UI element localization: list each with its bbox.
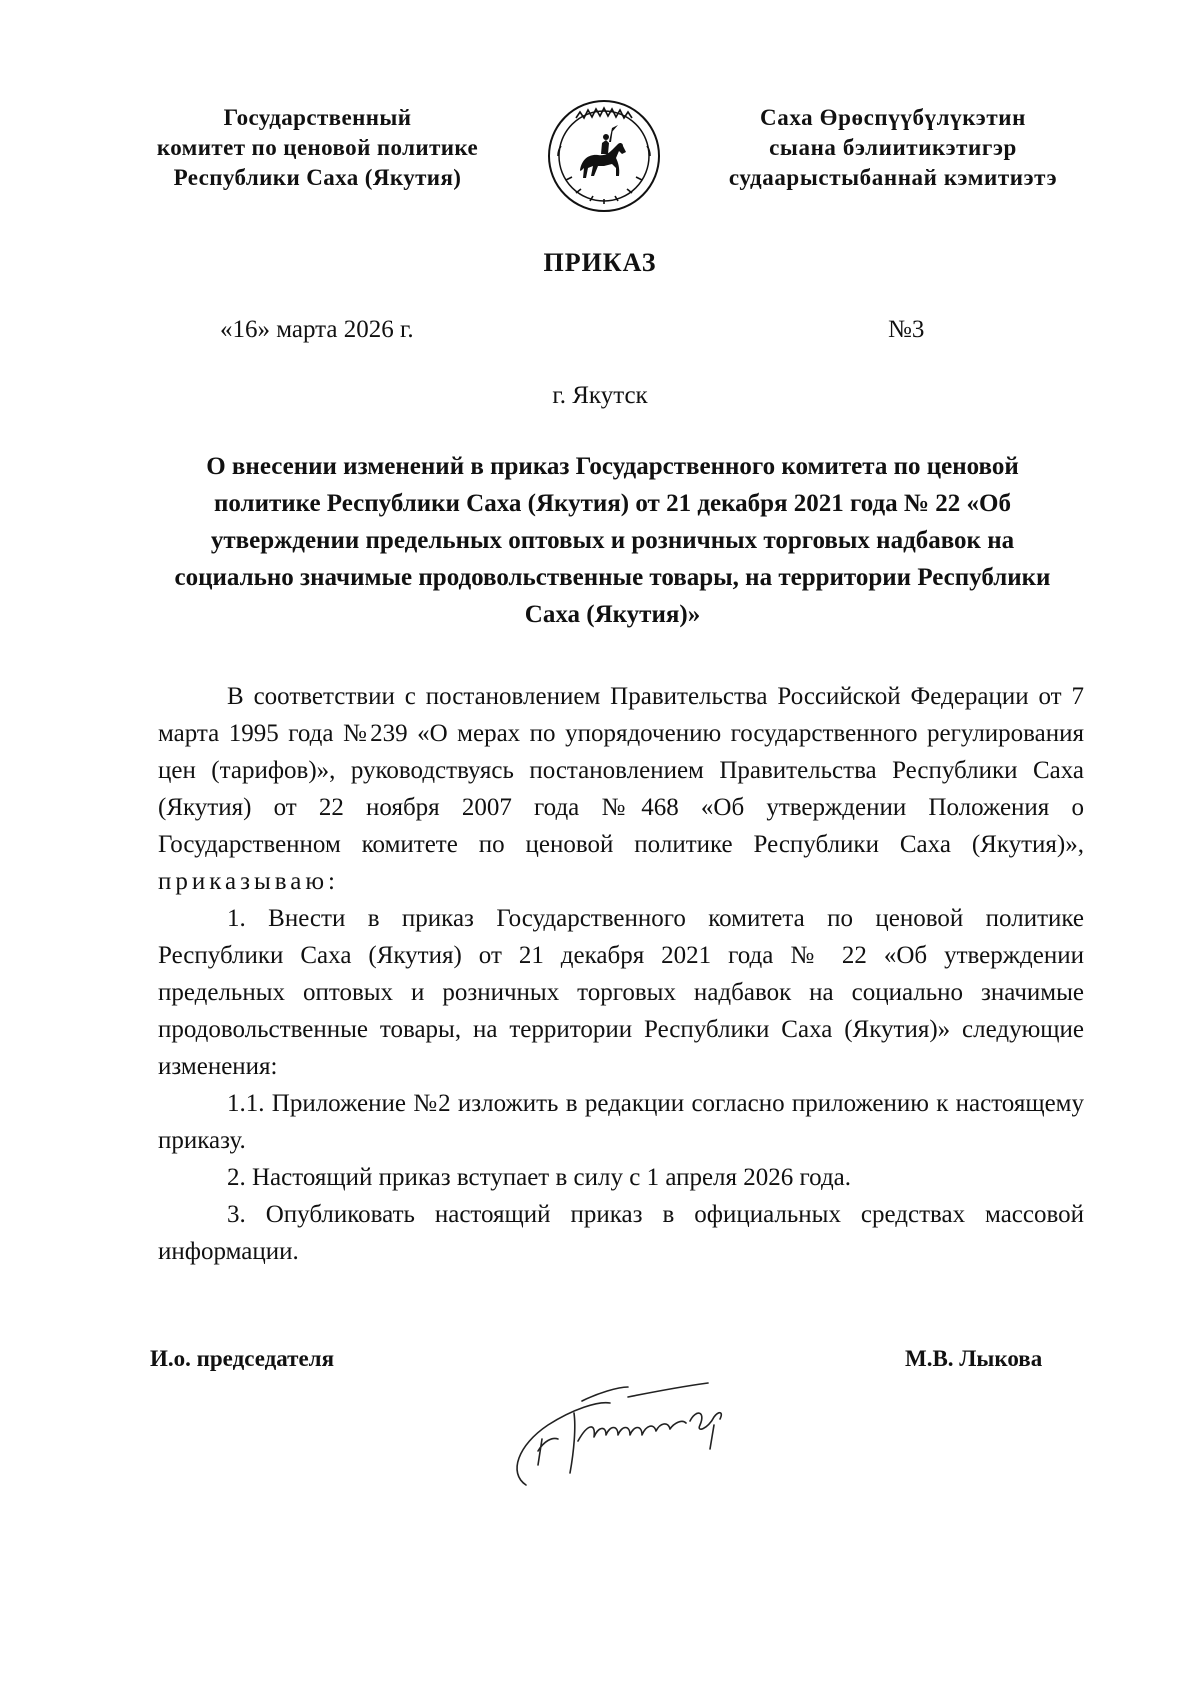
document-title: ПРИКАЗ <box>543 248 657 277</box>
order-item-2: 2. Настоящий приказ вступает в силу с 1 апреля 2026 года. <box>227 1164 852 1191</box>
document-subject: О внесении изменений в приказ Государственного комитета по ценовой политике Республики Саха (Якутия) от 21 декабря 2021 года № 22 «Об утверждении предельных оптовых и розничных торговых надбавок на социально значимые продовольственные товары, на территории Республики Саха (Якутия)» <box>174 453 1051 628</box>
issuer-name-russian <box>135 103 500 193</box>
order-word: приказываю: <box>158 868 339 895</box>
document-number: №3 <box>888 316 925 343</box>
issuer-line: сыана бэлиитикэтигэр <box>769 135 1017 160</box>
issuer-line: Саха Өрөспүүбүлүкэтин <box>760 105 1026 130</box>
preamble-text: В соответствии с постановлением Правительства Российской Федерации от 7 марта 1995 года №239 «О мерах по упорядочению государственного регулирования цен (тарифов)», руководствуясь постановлением Правительства Республики Саха (Якутия) от 22 ноября 2007 года №468 «Об утверждении Положения о Государственном комитете по ценовой политике Республики Саха (Якутия)», <box>158 683 1084 858</box>
issuer-name-sakha <box>703 103 1083 193</box>
order-item-1-1: 1.1. Приложение №2 изложить в редакции согласно приложению к настоящему приказу. <box>158 1090 1084 1154</box>
issuer-line: Республики Саха (Якутия) <box>173 165 462 190</box>
sakha-coat-of-arms-icon <box>546 98 662 214</box>
signatory-name: М.В. Лыкова <box>905 1346 1043 1371</box>
document-date: «16» марта 2026 г. <box>220 316 414 343</box>
signatory-position: И.о. председателя <box>150 1346 335 1371</box>
order-item-3: 3. Опубликовать настоящий приказ в официальных средствах массовой информации. <box>158 1201 1084 1265</box>
handwritten-signature-icon <box>478 1353 778 1503</box>
preamble-paragraph <box>158 678 1084 900</box>
order-item-1: 1. Внести в приказ Государственного комитета по ценовой политике Республики Саха (Якутия) от 21 декабря 2021 года № 22 «Об утверждении предельных оптовых и розничных торговых надбавок на социально значимые продовольственные товары, на территории Республики Саха (Якутия)» следующие изменения: <box>158 905 1084 1080</box>
document-body <box>158 678 1084 1270</box>
issuer-line: Государственный <box>223 105 412 130</box>
issuer-line: комитет по ценовой политике <box>156 135 479 160</box>
issuer-line: судаарыстыбаннай кэмитиэтэ <box>728 165 1058 190</box>
document-city: г. Якутск <box>552 382 648 409</box>
